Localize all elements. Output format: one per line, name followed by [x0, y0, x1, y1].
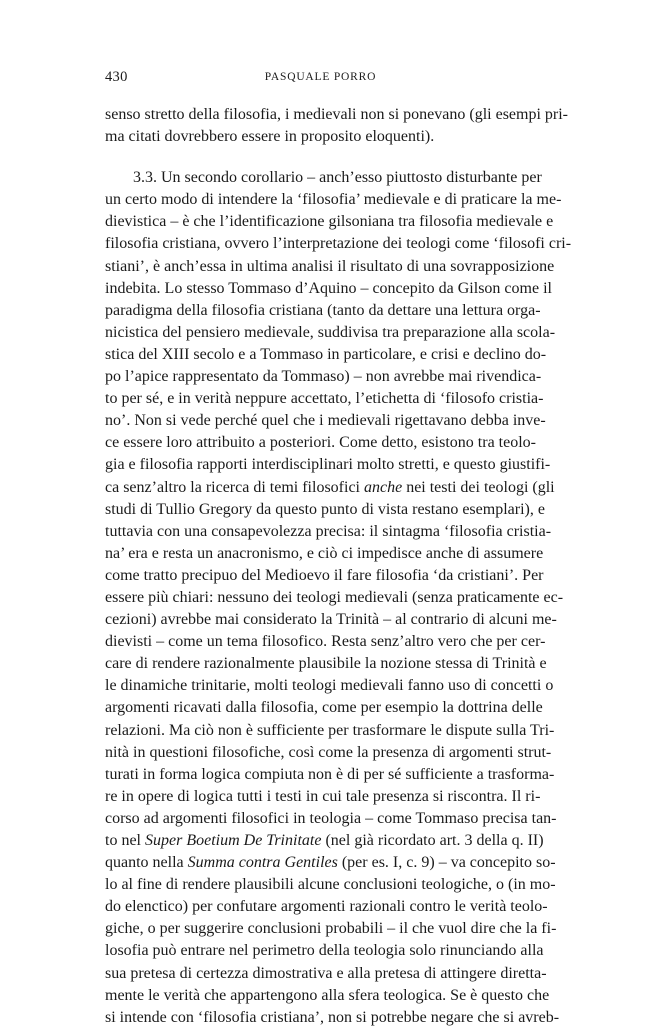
text-line: lo al fine di rendere plausibili alcune conclusioni teologiche, o (in mo-: [105, 876, 556, 894]
text-line: [105, 477, 555, 499]
text-line: to per sé, e in verità neppure accettato, l’etichetta di ‘filosofo cristia-: [105, 390, 544, 408]
text-segment: (nel già ricordato art. 3 della q. II): [321, 832, 544, 849]
text-line: no’. Non si vede perché quel che i medievali rigettavano debba invе-: [105, 412, 546, 430]
text-line: dievisti – come un tema filosofico. Resta senz’altro vero che per cer-: [105, 633, 546, 651]
paragraph-continuation: [105, 104, 569, 148]
text-line: [105, 830, 544, 852]
text-line: le dinamiche trinitarie, molti teologi medievali fanno uso di concetti o: [105, 677, 554, 695]
text-line: studi di Tullio Gregory da questo punto di vista restano esemplari), e: [105, 500, 545, 518]
page-number: 430: [105, 69, 128, 85]
text-line: corso ad argomenti filosofici in teologia – come Tommaso precisa tan-: [105, 809, 557, 827]
text-segment: (per es. I, c. 9) – va concepito so-: [337, 854, 556, 872]
text-line: na’ era e resta un anacronismo, e ciò ci impedisce anche di assumere: [105, 544, 544, 562]
text-line: cezioni) avrebbe mai considerato la Trinità – al contrario di alcuni me-: [105, 611, 557, 629]
text-line: 3.3. Un secondo corollario – anch’esso piuttosto disturbante per: [133, 169, 542, 187]
text-line: si intende con ‘filosofia cristiana’, non si potrebbe negare che si avreb-: [105, 1008, 560, 1026]
text-line: giche, o per suggerire conclusioni probabili – il che vuol dire che la fi-: [105, 920, 557, 938]
text-line: senso stretto della filosofia, i medievali non si ponevano (gli esempi pri-: [105, 106, 569, 123]
italic-title: Super Boetium De Trinitate: [145, 832, 322, 849]
text-line: relazioni. Ma ciò non è sufficiente per trasformare le dispute sulla Tri-: [105, 721, 555, 739]
paragraph-3-3: [105, 167, 572, 1029]
text-line: ce essere loro attribuito a posteriori. Come detto, esistono tra teolo-: [105, 434, 536, 452]
text-line: po l’apice rappresentato da Tommaso) – non avrebbe mai rivendica-: [105, 368, 542, 386]
page-body: [105, 104, 572, 1029]
text-line: losofia può entrare nel perimetro della teologia solo rinunciando alla: [105, 942, 544, 960]
text-line: come tratto precipuo del Medioevo il fare filosofia ‘da cristiani’. Per: [105, 566, 544, 584]
page-header: [105, 69, 536, 89]
paragraph-gap: [105, 148, 536, 167]
text-line: sua pretesa di certezza dimostrativa e alla pretesa di attingere diretta-: [105, 964, 547, 982]
text-line: mente le verità che appartengono alla sfera teologica. Se è questo che: [105, 986, 550, 1004]
text-line: filosofia cristiana, ovvero l’interpretazione dei teologi come ‘filosofi cri-: [105, 235, 572, 253]
text-line: gia e filosofia rapporti interdisciplinari molto stretti, e questo giustifi-: [105, 456, 551, 474]
text-line: [105, 852, 556, 874]
text-line: argomenti ricavati dalla filosofia, come per esempio la dottrina delle: [105, 699, 543, 717]
italic-title: anche: [363, 478, 403, 496]
text-line: indebita. Lo stesso Tommaso d’Aquino – concepito da Gilson come il: [105, 279, 552, 297]
text-line: nità in questioni filosofiche, così come la presenza di argomenti strut-: [105, 743, 552, 761]
text-segment: ca senz’altro la ricerca di temi filosofici: [105, 478, 364, 496]
text-line: stiani’, è anch’essa in ultima analisi il risultato di una sovrapposizione: [105, 257, 555, 275]
text-line: re in opere di logica tutti i testi in cui tale presenza si riscontra. Il ri-: [105, 787, 541, 805]
italic-title: Summa contra Gentiles: [187, 854, 338, 872]
text-line: paradigma della filosofia cristiana (tanto da dettare una lettura orga-: [105, 301, 541, 319]
text-line: care di rendere razionalmente plausibile la nozione stessa di Trinità e: [105, 655, 547, 673]
running-head: PASQUALE PORRO: [264, 71, 377, 83]
text-line: essere più chiari: nessuno dei teologi medievali (senza praticamente ec-: [105, 588, 564, 606]
text-line: tuttavia con una consapevolezza precisa: il sintagma ‘filosofia cristia-: [105, 522, 552, 540]
text-segment: nei testi dei teologi (gli: [402, 478, 555, 496]
text-line: stica del XIII secolo e a Tommaso in particolare, e crisi e declino do-: [105, 345, 547, 363]
text-line: un certo modo di intendere la ‘filosofia’ medievale e di praticare la me-: [105, 191, 562, 209]
text-segment: to nel: [105, 832, 145, 849]
text-line: dievistica – è che l’identificazione gilsoniana tra filosofia medievale e: [105, 213, 554, 231]
text-segment: quanto nella: [105, 854, 188, 872]
text-line: do elenctico) per confutare argomenti razionali contro le verità teolo-: [105, 898, 548, 916]
text-line: nicistica del pensiero medievale, suddivisa tra preparazione alla scola-: [105, 323, 556, 341]
text-line: ma citati dovrebbero essere in proposito eloquenti).: [105, 128, 435, 146]
text-line: turati in forma logica compiuta non è di per sé sufficiente a trasforma-: [105, 765, 555, 783]
